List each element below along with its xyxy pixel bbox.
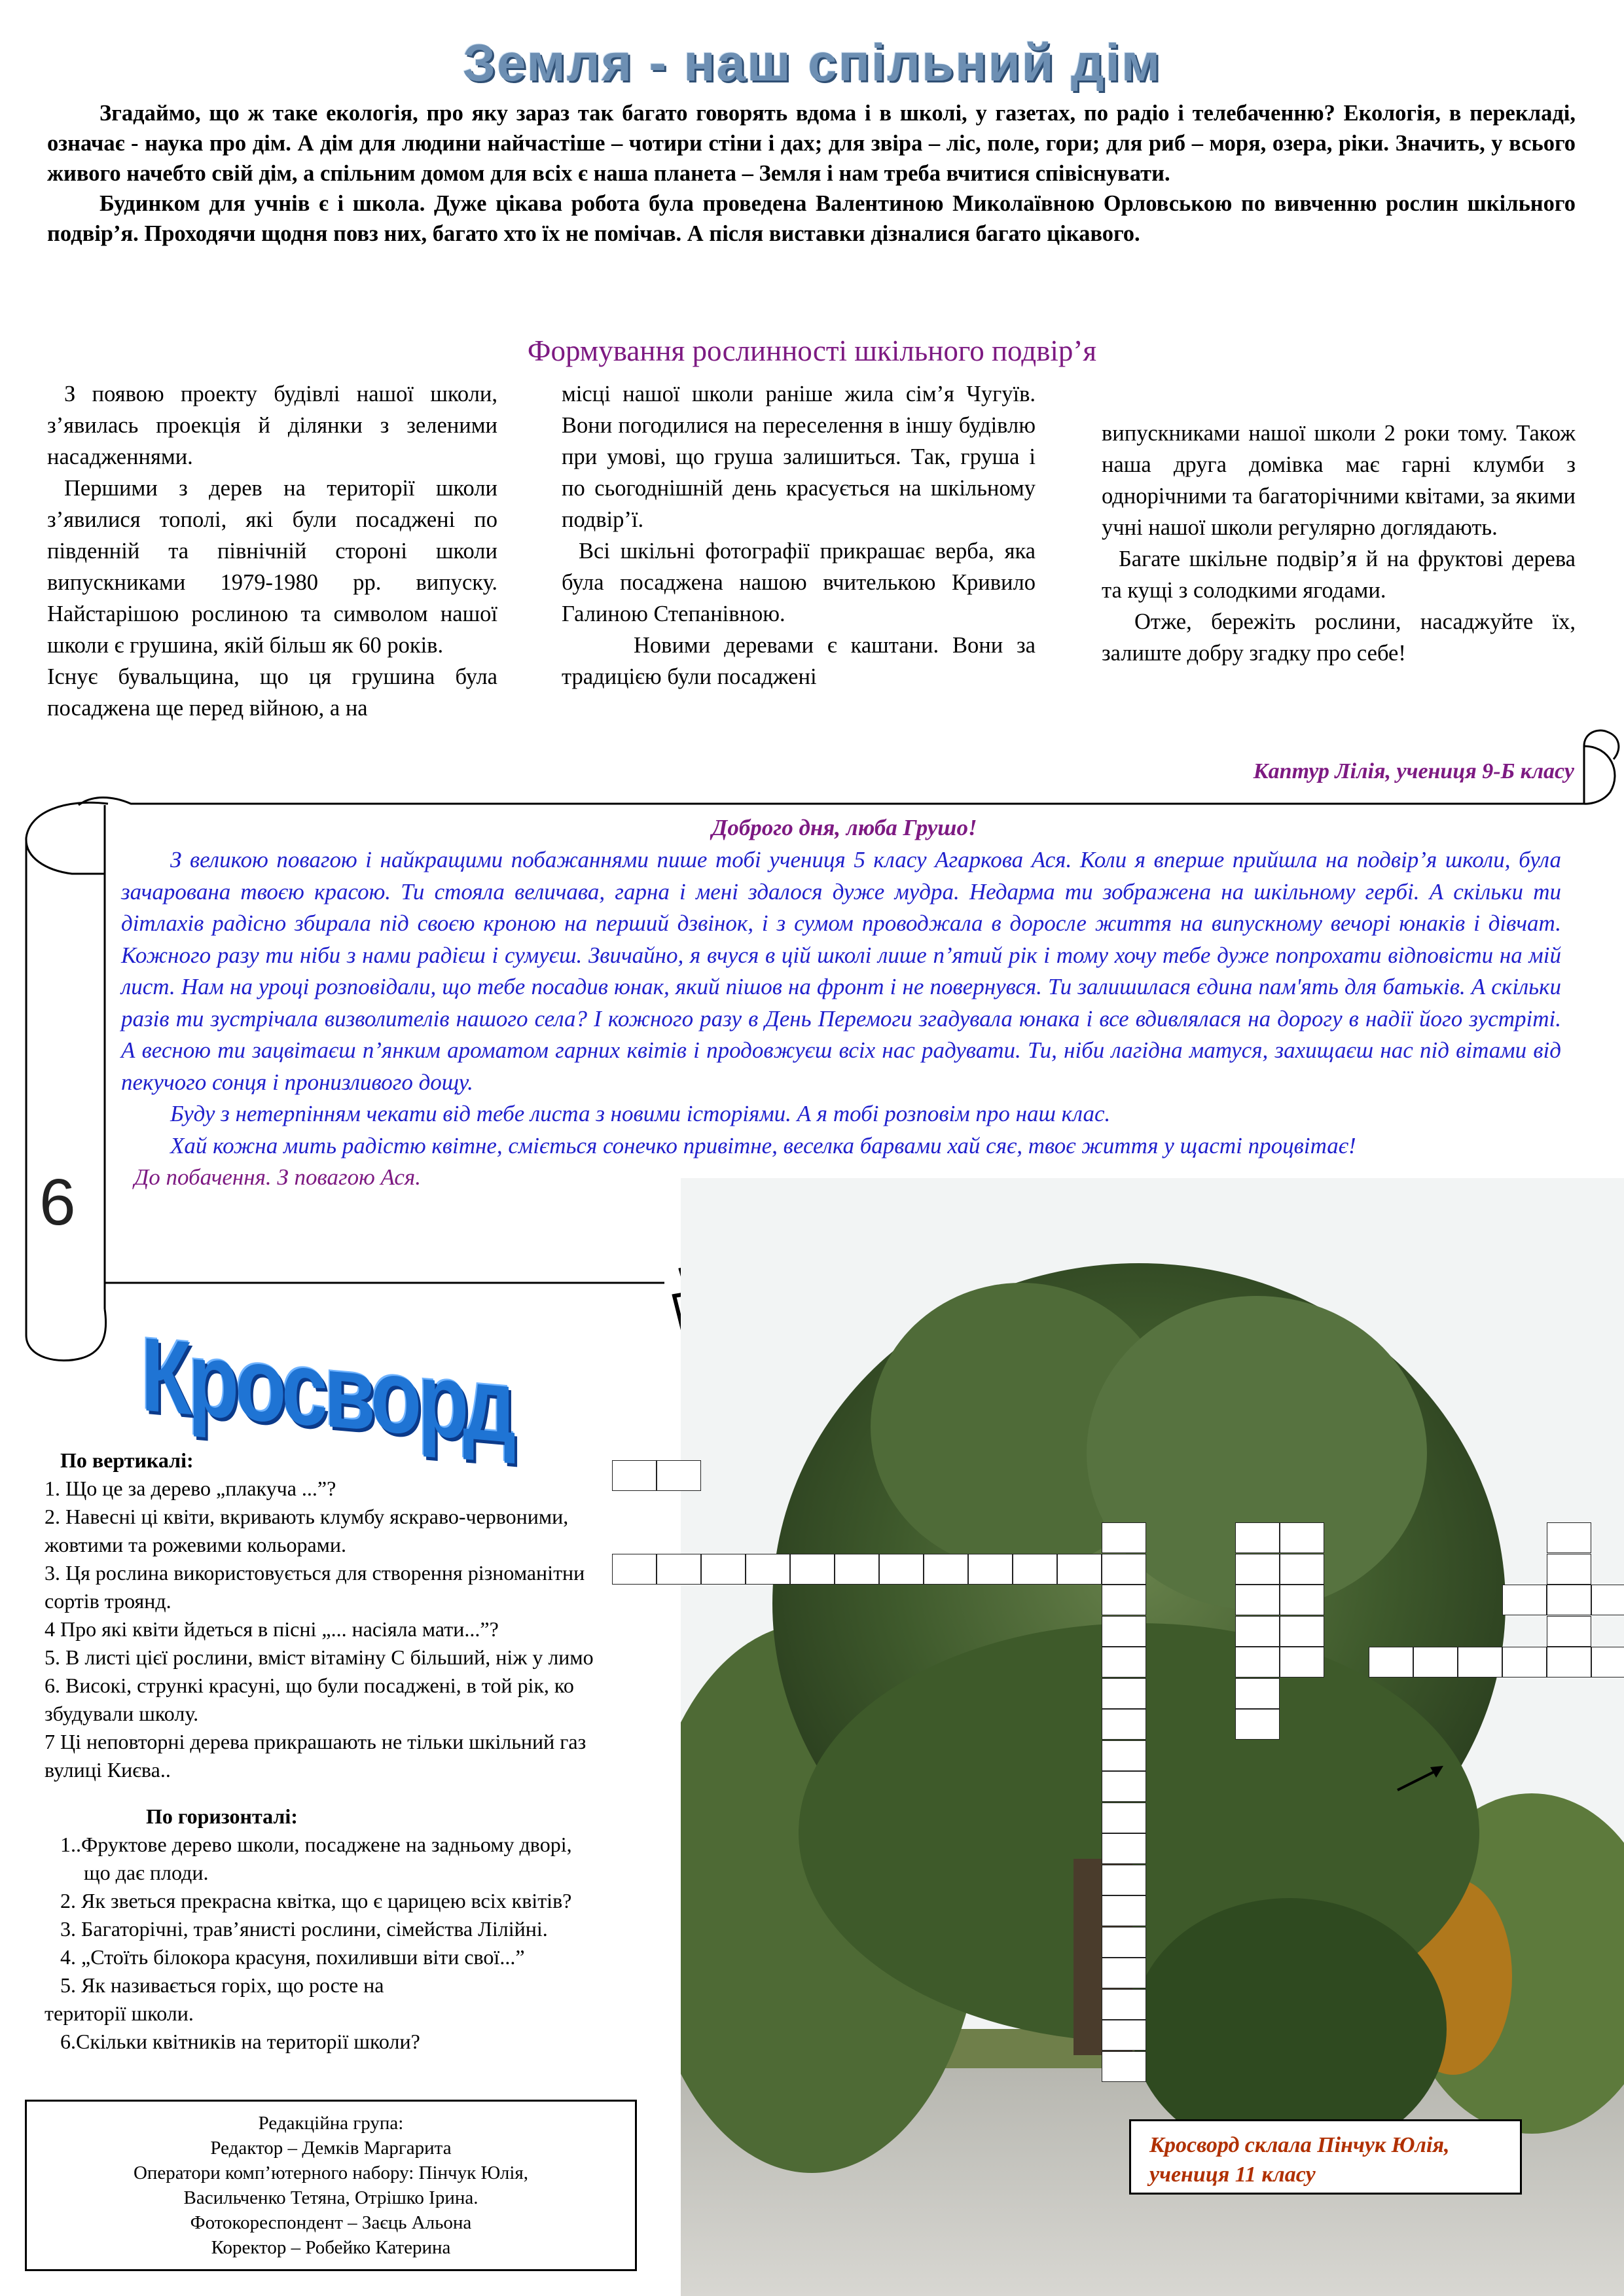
paragraph: місці нашої школи раніше жила сім’я Чугуїв. Вони погодилися на переселення в іншу будівлю при умові, що груша залишиться. Так, груша і по сьогоднішній день красується на шкільному подвір’ї. [562, 382, 1036, 532]
intro-paragraph: Згадаймо, що ж таке екологія, про яку зараз так багато говорять вдома і в школі, у газетах, по радіо і телебаченню? Екологія, в перекладі, означає - наука про дім. А дім для людини найчастіше – чотири стіни і дах; для звіра – ліс, поле, гори; для риб – моря, озера, ріки. Значить, у всього живого начебто свій дім, а спільним домом для всіх є наша планета – Земля і нам треба вчитися співіснувати. [47, 101, 1576, 186]
letter-signature: До побачення. З повагою Ася. [134, 1164, 421, 1190]
crossword-clues [45, 1446, 686, 2056]
credit-line: Кросворд склала Пінчук Юлія, [1149, 2133, 1450, 2157]
article-column-2 [562, 378, 1036, 692]
clue: 7 Ці неповторні дерева прикрашають не тільки шкільний газ [45, 1730, 586, 1753]
crossword-title: Кросворд [141, 1316, 513, 1465]
clue: 6. Високі, стрункі красуні, що були посаджені, в той рік, ко [45, 1674, 574, 1697]
article-column-3 [1102, 418, 1576, 669]
credit-line: учениця 11 класу [1149, 2162, 1316, 2187]
clue: 2. Як зветься прекрасна квітка, що є царицею всіх квітів? [60, 1889, 572, 1912]
letter-paragraph: З великою повагою і найкращими побажаннями пише тобі учениця 5 класу Агаркова Ася. Коли я вперше прийшла на подвір’я школи, була зачарована твоєю красою. Ти стояла величава, гарна і мені здалося дуже мудра. Недарма ти зображена на шкільному гербі. А скільки ти дітлахів радісно збирала під своєю кроною на перший дзвінок, і з сумом проводжала в доросле життя на випускному вечорі юнаків і дівчат. Кожного разу ти ніби з нами радієш і сумуєш. Звичайно, я вчуся в цій школі лише п’ятий рік і тому хочу тебе дуже попрохати відповісти на мій лист. Нам на уроці розповідали, що тебе посадив юнак, який пішов на фронт і не повернувся. Ти залишилася єдина пам'ять для батьків. А скільки разів ти зустрічала визволителів нашого села? І кожного разу в День Перемоги згадувала юнака і все вдивлялася на дорогу в надії його зустріті. А весною ти зацвітаєш п’янким ароматом гарних квітів і продовжуєш всіх нас радувати. Ти, ніби лагідна матуся, захищаєш нас під вітами від пекучого сонця і пронизливого дощу. [121, 847, 1561, 1095]
paragraph: Новими деревами є каштани. Вони за традицією були посаджені [562, 633, 1036, 689]
clue: 2. Навесні ці квіти, вкривають клумбу яскраво-червоними, [45, 1505, 569, 1528]
paragraph: Отже, бережіть рослини, насаджуйте їх, залиште добру згадку про себе! [1102, 609, 1576, 666]
clue: 4 Про які квіти йдеться в пісні „... насіяла мати...”? [45, 1617, 499, 1641]
vertical-heading: По вертикалі: [60, 1448, 194, 1472]
clue: 1. Що це за дерево „плакуча ...”? [45, 1477, 336, 1500]
paragraph: випускниками нашої школи 2 роки тому. Також наша друга домівка має гарні клумби з однорічними та багаторічними квітами, за якими учні нашої школи регулярно доглядають. [1102, 421, 1576, 540]
clue: сортів троянд. [45, 1589, 171, 1613]
editorial-line: Коректор – Робейко Катерина [211, 2237, 451, 2258]
paragraph: Всі шкільні фотографії прикрашає верба, яка була посаджена нашою вчителькою Кривило Галиною Степанівною. [562, 539, 1036, 626]
arrow-icon [1394, 1761, 1447, 1793]
clue: вулиці Києва.. [45, 1758, 171, 1782]
paragraph: Багате шкільне подвір’я й на фруктові дерева та кущі з солодкими ягодами. [1102, 547, 1576, 603]
letter-text [121, 844, 1561, 1194]
clue: 4. „Стоїть білокора красуня, похиливши віти свої...” [60, 1945, 525, 1969]
editorial-line: Оператори комп’ютерного набору: Пінчук Юлія, [133, 2162, 529, 2183]
editorial-line: Редактор – Демків Маргарита [210, 2138, 452, 2159]
crossword-credit [1129, 2119, 1522, 2195]
clue: 3. Багаторічні, трав’янисті рослини, сімейства Лілійні. [60, 1917, 548, 1941]
letter-paragraph: Хай кожна мить радістю квітне, сміється сонечко привітне, веселка барвами хай сяє, твоє життя у щасті процвітає! [170, 1132, 1356, 1158]
article-column-1 [47, 378, 497, 724]
letter-paragraph: Буду з нетерпінням чекати від тебе листа з новими історіями. А я тобі розповім про наш клас. [170, 1101, 1111, 1126]
article-byline: Каптур Лілія, учениця 9-Б класу [1253, 759, 1574, 783]
editorial-line: Фотокореспондент – Заєць Альона [190, 2212, 472, 2233]
clue: що дає плоди. [84, 1861, 209, 1884]
section-subheading: Формування рослинності шкільного подвір’я [527, 334, 1097, 367]
paragraph: Існує бувальщина, що ця грушина була посаджена ще перед війною, а на [47, 664, 497, 721]
paragraph: З появою проекту будівлі нашої школи, з’явилась проекція й ділянки з зеленими насадженнями. [47, 382, 497, 469]
clue: 1..Фруктове дерево школи, посаджене на задньому дворі, [60, 1833, 572, 1856]
editorial-line: Васильченко Тетяна, Отрішко Ірина. [183, 2187, 478, 2208]
page-headline: Земля - наш спільний дім [462, 33, 1162, 92]
clue: території школи. [45, 2001, 194, 2025]
clue: 5. Як називається горіх, що росте на [60, 1973, 384, 1997]
intro-paragraph: Будинком для учнів є і школа. Дуже цікава робота була проведена Валентиною Миколаївною Орловською по вивченню рослин шкільного подвір’я. Проходячи щодня повз них, багато хто їх не помічав. А після виставки дізналися багато цікавого. [47, 191, 1576, 246]
clue: 3. Ця рослина використовується для створення різноманітни [45, 1561, 585, 1585]
editorial-line: Редакційна група: [258, 2113, 404, 2134]
horizontal-heading: По горизонталі: [146, 1804, 298, 1828]
clue: збудували школу. [45, 1702, 199, 1725]
clue: жовтими та рожевими кольорами. [45, 1533, 347, 1556]
letter-title: Доброго дня, люба Грушо! [712, 815, 977, 840]
paragraph: Першими з дерев на території школи з’явилися тополі, які були посаджені по південній та північній стороні школи випускниками 1979-1980 рр. випуску. Найстарішою рослиною та символом нашої школи є грушина, якій більш як 60 років. [47, 476, 497, 658]
clue: 5. В листі цієї рослини, вміст вітаміну С більший, ніж у лимо [45, 1645, 594, 1669]
clue: 6.Скільки квітників на території школи? [60, 2030, 420, 2053]
editorial-box [25, 2100, 637, 2271]
page-number: 6 [39, 1166, 76, 1239]
intro-text [47, 98, 1576, 249]
